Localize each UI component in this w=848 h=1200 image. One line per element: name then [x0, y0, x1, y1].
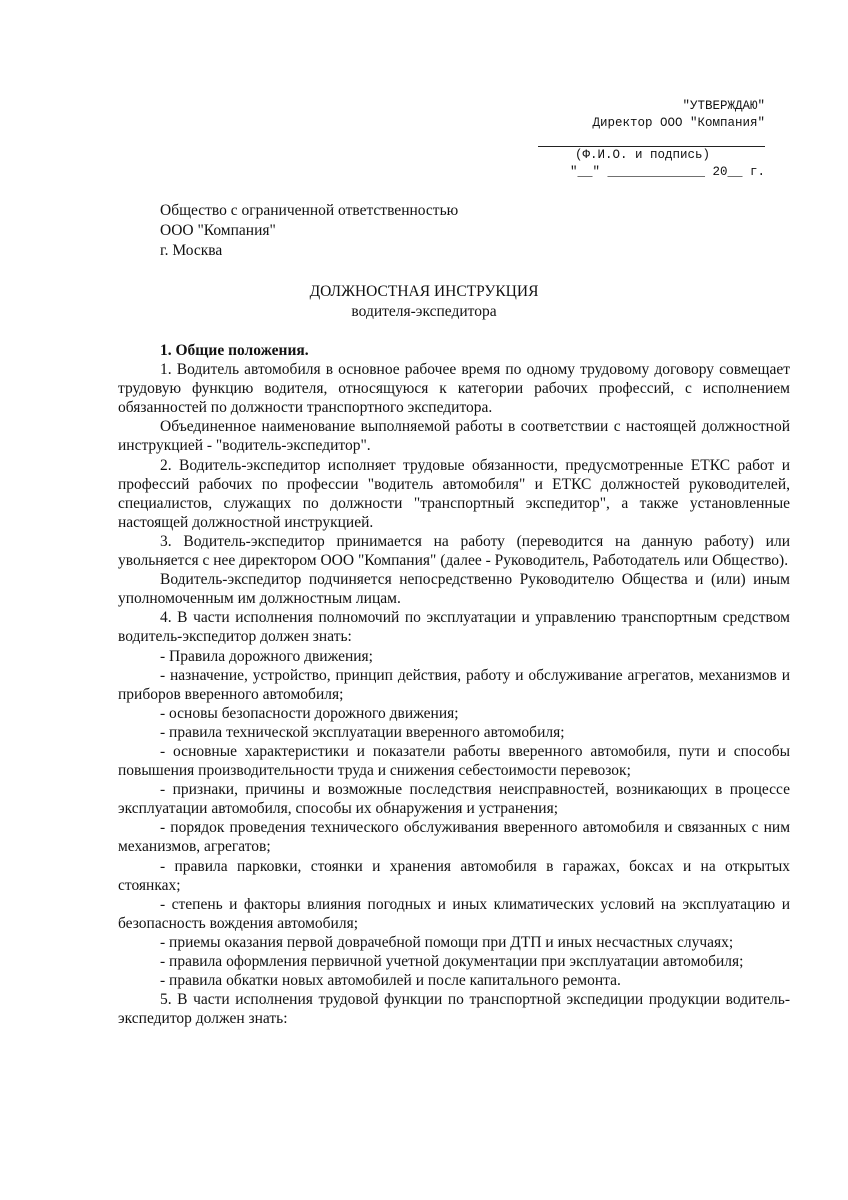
signature-caption: (Ф.И.О. и подпись) [574, 148, 711, 162]
paragraph: 1. Водитель автомобиля в основное рабочее время по одному трудовому договору совмещает трудовую функцию водителя, относящуюся к категории рабочих профессий, с исполнением обязанностей по должности транспортного экспедитора. [118, 361, 790, 417]
list-item: - порядок проведения технического обслуживания вверенного автомобиля и связанных с ним механизмов, агрегатов; [118, 819, 790, 856]
organization-name: Общество с ограниченной ответственностью [160, 202, 459, 219]
list-item: - основные характеристики и показатели работы вверенного автомобиля, пути и способы повышения производительности труда и снижения себестоимости перевозок; [118, 742, 790, 780]
organization-short-name: ООО "Компания" [160, 222, 276, 239]
list-item: - Правила дорожного движения; [160, 647, 373, 665]
approval-date-line: "__" _____________ 20__ г. [569, 165, 765, 179]
organization-city: г. Москва [160, 242, 223, 259]
approval-director: Директор ООО "Компания" [592, 116, 765, 130]
document-subtitle: водителя-экспедитора [351, 303, 497, 320]
signature-line [538, 132, 765, 147]
paragraph: 3. Водитель-экспедитор принимается на работу (переводится на данную работу) или увольняется с нее директором ООО "Компания" (далее - Руководитель, Работодатель или Общество). [118, 532, 790, 570]
list-item: - правила обкатки новых автомобилей и после капитального ремонта. [160, 972, 621, 990]
paragraph: 4. В части исполнения полномочий по эксплуатации и управлению транспортным средством водитель-экспедитор должен знать: [118, 609, 790, 646]
section-heading: 1. Общие положения. [160, 342, 309, 359]
paragraph: Водитель-экспедитор подчиняется непосредственно Руководителю Общества и (или) иным уполномоченным им должностным лицам. [118, 571, 790, 608]
list-item: - приемы оказания первой доврачебной помощи при ДТП и иных несчастных случаях; [160, 933, 734, 951]
list-item: - степень и факторы влияния погодных и иных климатических условий на эксплуатацию и безопасность вождения автомобиля; [118, 895, 790, 932]
document-body [118, 341, 790, 1028]
list-item: - правила технической эксплуатации вверенного автомобиля; [160, 723, 565, 741]
approval-block [520, 98, 765, 181]
paragraph: 5. В части исполнения трудовой функции по транспортной экспедиции продукции водитель-экспедитор должен знать: [118, 991, 790, 1028]
list-item: - правила парковки, стоянки и хранения автомобиля в гаражах, боксах и на открытых стоянках; [118, 857, 790, 894]
organization-block [160, 201, 458, 261]
paragraph: Объединенное наименование выполняемой работы в соответствии с настоящей должностной инструкцией - "водитель-экспедитор". [118, 418, 790, 455]
paragraph: 2. Водитель-экспедитор исполняет трудовые обязанности, предусмотренные ЕТКС работ и профессий рабочих по профессии "водитель автомобиля" и ЕТКС должностей руководителей, специалистов, служащих по должности "транспортный экспедитор", а также установленные настоящей должностной инструкцией. [118, 456, 790, 531]
list-item: - основы безопасности дорожного движения; [160, 704, 459, 722]
list-item: - правила оформления первичной учетной документации при эксплуатации автомобиля; [160, 953, 744, 970]
list-item: - признаки, причины и возможные последствия неисправностей, возникающих в процессе эксплуатации автомобиля, способы их обнаружения и устранения; [118, 781, 790, 818]
list-item: - назначение, устройство, принцип действия, работу и обслуживание агрегатов, механизмов и приборов вверенного автомобиля; [118, 666, 790, 703]
document-title: ДОЛЖНОСТНАЯ ИНСТРУКЦИЯ [309, 283, 539, 300]
approval-heading: "УТВЕРЖДАЮ" [682, 99, 765, 113]
